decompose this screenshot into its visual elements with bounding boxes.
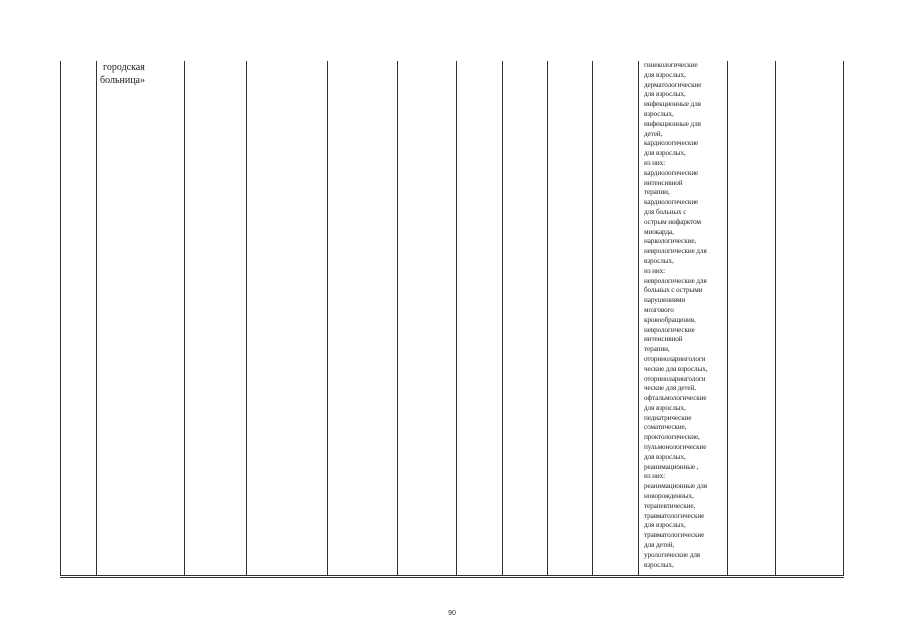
bed-profile-line: оториноларингологи [644, 354, 706, 363]
bed-profile-line: кардиологические [644, 198, 699, 207]
bed-profile-line: для больных с [644, 207, 687, 216]
column-divider [184, 61, 185, 575]
bed-profile-line: для взрослых, [644, 403, 686, 412]
bed-profile-line: больных с острыми [644, 286, 703, 295]
bed-profile-line: ческие для взрослых, [644, 364, 708, 373]
bed-profile-line: интенсивной [644, 178, 683, 187]
bed-profile-line: взрослых, [644, 560, 674, 569]
bed-profile-line: острым инфарктом [644, 217, 701, 226]
bed-profile-line: неврологические для [644, 276, 707, 285]
column-divider [456, 61, 457, 575]
bed-profile-line: кровообращения, [644, 315, 696, 324]
bed-profile-line: оториноларингологи [644, 374, 706, 383]
bed-profile-line: инфекционные для [644, 119, 701, 128]
hospital-beds-table [60, 61, 844, 576]
bed-profile-line: для детей, [644, 541, 675, 550]
column-divider [327, 61, 328, 575]
bed-profile-line: из них: [644, 266, 666, 275]
bed-profile-line: для взрослых, [644, 70, 686, 79]
bed-profile-line: соматические, [644, 423, 687, 432]
column-divider [727, 61, 728, 575]
bed-profile-line: из них: [644, 158, 666, 167]
bed-profile-line: инфекционные для [644, 100, 701, 109]
column-divider [96, 61, 97, 575]
bed-profile-line: для взрослых, [644, 90, 686, 99]
bed-profile-line: терапии, [644, 345, 670, 354]
bed-profile-line: для взрослых, [644, 452, 686, 461]
column-divider [547, 61, 548, 575]
bed-profile-line: реанимационные , [644, 462, 699, 471]
bed-profile-line: кардиологические [644, 139, 699, 148]
column-divider [592, 61, 593, 575]
column-divider [246, 61, 247, 575]
column-divider [775, 61, 776, 575]
bed-profile-line: детей, [644, 129, 663, 138]
bed-profile-line: мозгового [644, 305, 674, 314]
bed-profile-line: проктологические, [644, 433, 700, 442]
organization-name-cell [100, 62, 180, 87]
bed-profile-line: нарушениями [644, 296, 686, 305]
column-divider [397, 61, 398, 575]
bed-profile-line: миокарда, [644, 227, 674, 236]
bed-profile-line: неврологические для [644, 247, 707, 256]
bed-profile-line: травматологические [644, 511, 705, 520]
bed-profile-line: наркологические, [644, 237, 697, 246]
bed-profile-line: кардиологические [644, 168, 699, 177]
bed-profile-line: взрослых, [644, 109, 674, 118]
organization-name-line: больница» [100, 74, 145, 86]
bed-profile-line: реанимационные для [644, 482, 707, 491]
bed-profile-line: взрослых, [644, 256, 674, 265]
bed-profile-line: терапии, [644, 188, 670, 197]
bed-profile-line: для взрослых, [644, 149, 686, 158]
column-divider [638, 61, 639, 575]
page-number: 90 [448, 610, 456, 617]
bed-profile-line: терапевтические, [644, 501, 696, 510]
bed-profile-line: пульмонологические [644, 443, 707, 452]
column-divider [502, 61, 503, 575]
bed-profile-line: дерматологические [644, 80, 702, 89]
bed-profile-line: ческие для детей, [644, 384, 696, 393]
bed-profile-line: урологические для [644, 550, 701, 559]
bed-profile-line: неврологические [644, 325, 695, 334]
bed-profile-line: травматологические [644, 531, 705, 540]
bed-profile-line: гинекологические [644, 61, 698, 69]
bed-profile-line: педиатрические [644, 413, 692, 422]
organization-name-line: городская [103, 62, 145, 73]
bed-profile-line: офтальмологические [644, 394, 707, 403]
bed-profiles-cell [644, 61, 726, 570]
bed-profile-line: для взрослых, [644, 521, 686, 530]
bed-profile-line: интенсивной [644, 335, 683, 344]
bed-profile-line: из них: [644, 472, 666, 481]
bed-profile-line: новорожденных, [644, 492, 694, 501]
